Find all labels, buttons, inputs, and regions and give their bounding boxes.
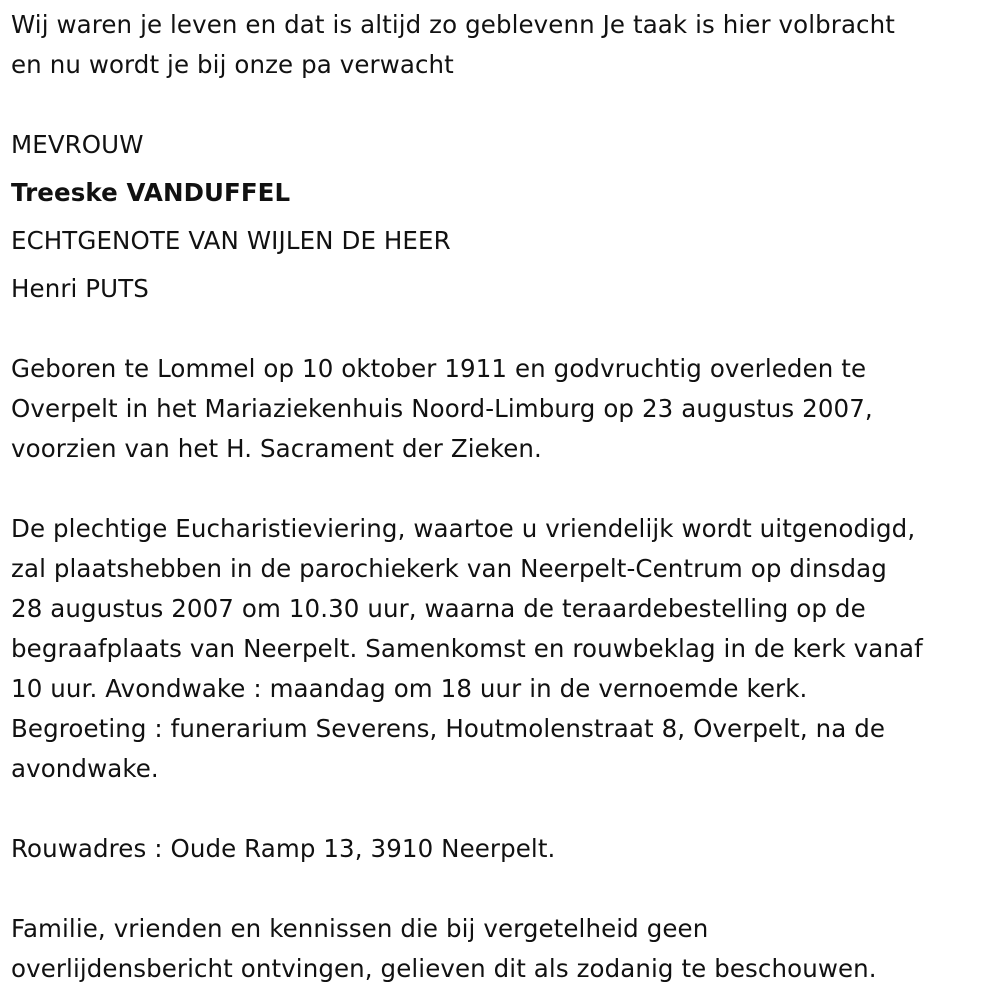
closing-line-1: Familie, vrienden en kennissen die bij vergetelheid geen <box>11 914 709 943</box>
birth-line-1: Geboren te Lommel op 10 oktober 1911 en godvruchtig overleden te <box>11 354 867 383</box>
deceased-name: Treeske VANDUFFEL <box>11 178 291 207</box>
ceremony-line-2: zal plaatshebben in de parochiekerk van Neerpelt-Centrum op dinsdag <box>11 554 887 583</box>
ceremony-line-5: 10 uur. Avondwake : maandag om 18 uur in de vernoemde kerk. <box>11 674 808 703</box>
poem-line-2: en nu wordt je bij onze pa verwacht <box>11 50 454 79</box>
honorific-title: MEVROUW <box>11 130 144 159</box>
mourning-address: Rouwadres : Oude Ramp 13, 3910 Neerpelt. <box>11 834 556 863</box>
ceremony-line-7: avondwake. <box>11 754 159 783</box>
ceremony-line-6: Begroeting : funerarium Severens, Houtmolenstraat 8, Overpelt, na de <box>11 714 886 743</box>
ceremony-line-4: begraafplaats van Neerpelt. Samenkomst en rouwbeklag in de kerk vanaf <box>11 634 923 663</box>
ceremony-line-3: 28 augustus 2007 om 10.30 uur, waarna de teraardebestelling op de <box>11 594 866 623</box>
birth-line-3: voorzien van het H. Sacrament der Zieken. <box>11 434 542 463</box>
ceremony-line-1: De plechtige Eucharistieviering, waartoe u vriendelijk wordt uitgenodigd, <box>11 514 916 543</box>
birth-line-2: Overpelt in het Mariaziekenhuis Noord-Limburg op 23 augustus 2007, <box>11 394 873 423</box>
spouse-name: Henri PUTS <box>11 274 149 303</box>
spouse-intro: ECHTGENOTE VAN WIJLEN DE HEER <box>11 226 451 255</box>
poem-line-1: Wij waren je leven en dat is altijd zo geblevenn Je taak is hier volbracht <box>11 10 895 39</box>
closing-line-2: overlijdensbericht ontvingen, gelieven dit als zodanig te beschouwen. <box>11 954 877 983</box>
